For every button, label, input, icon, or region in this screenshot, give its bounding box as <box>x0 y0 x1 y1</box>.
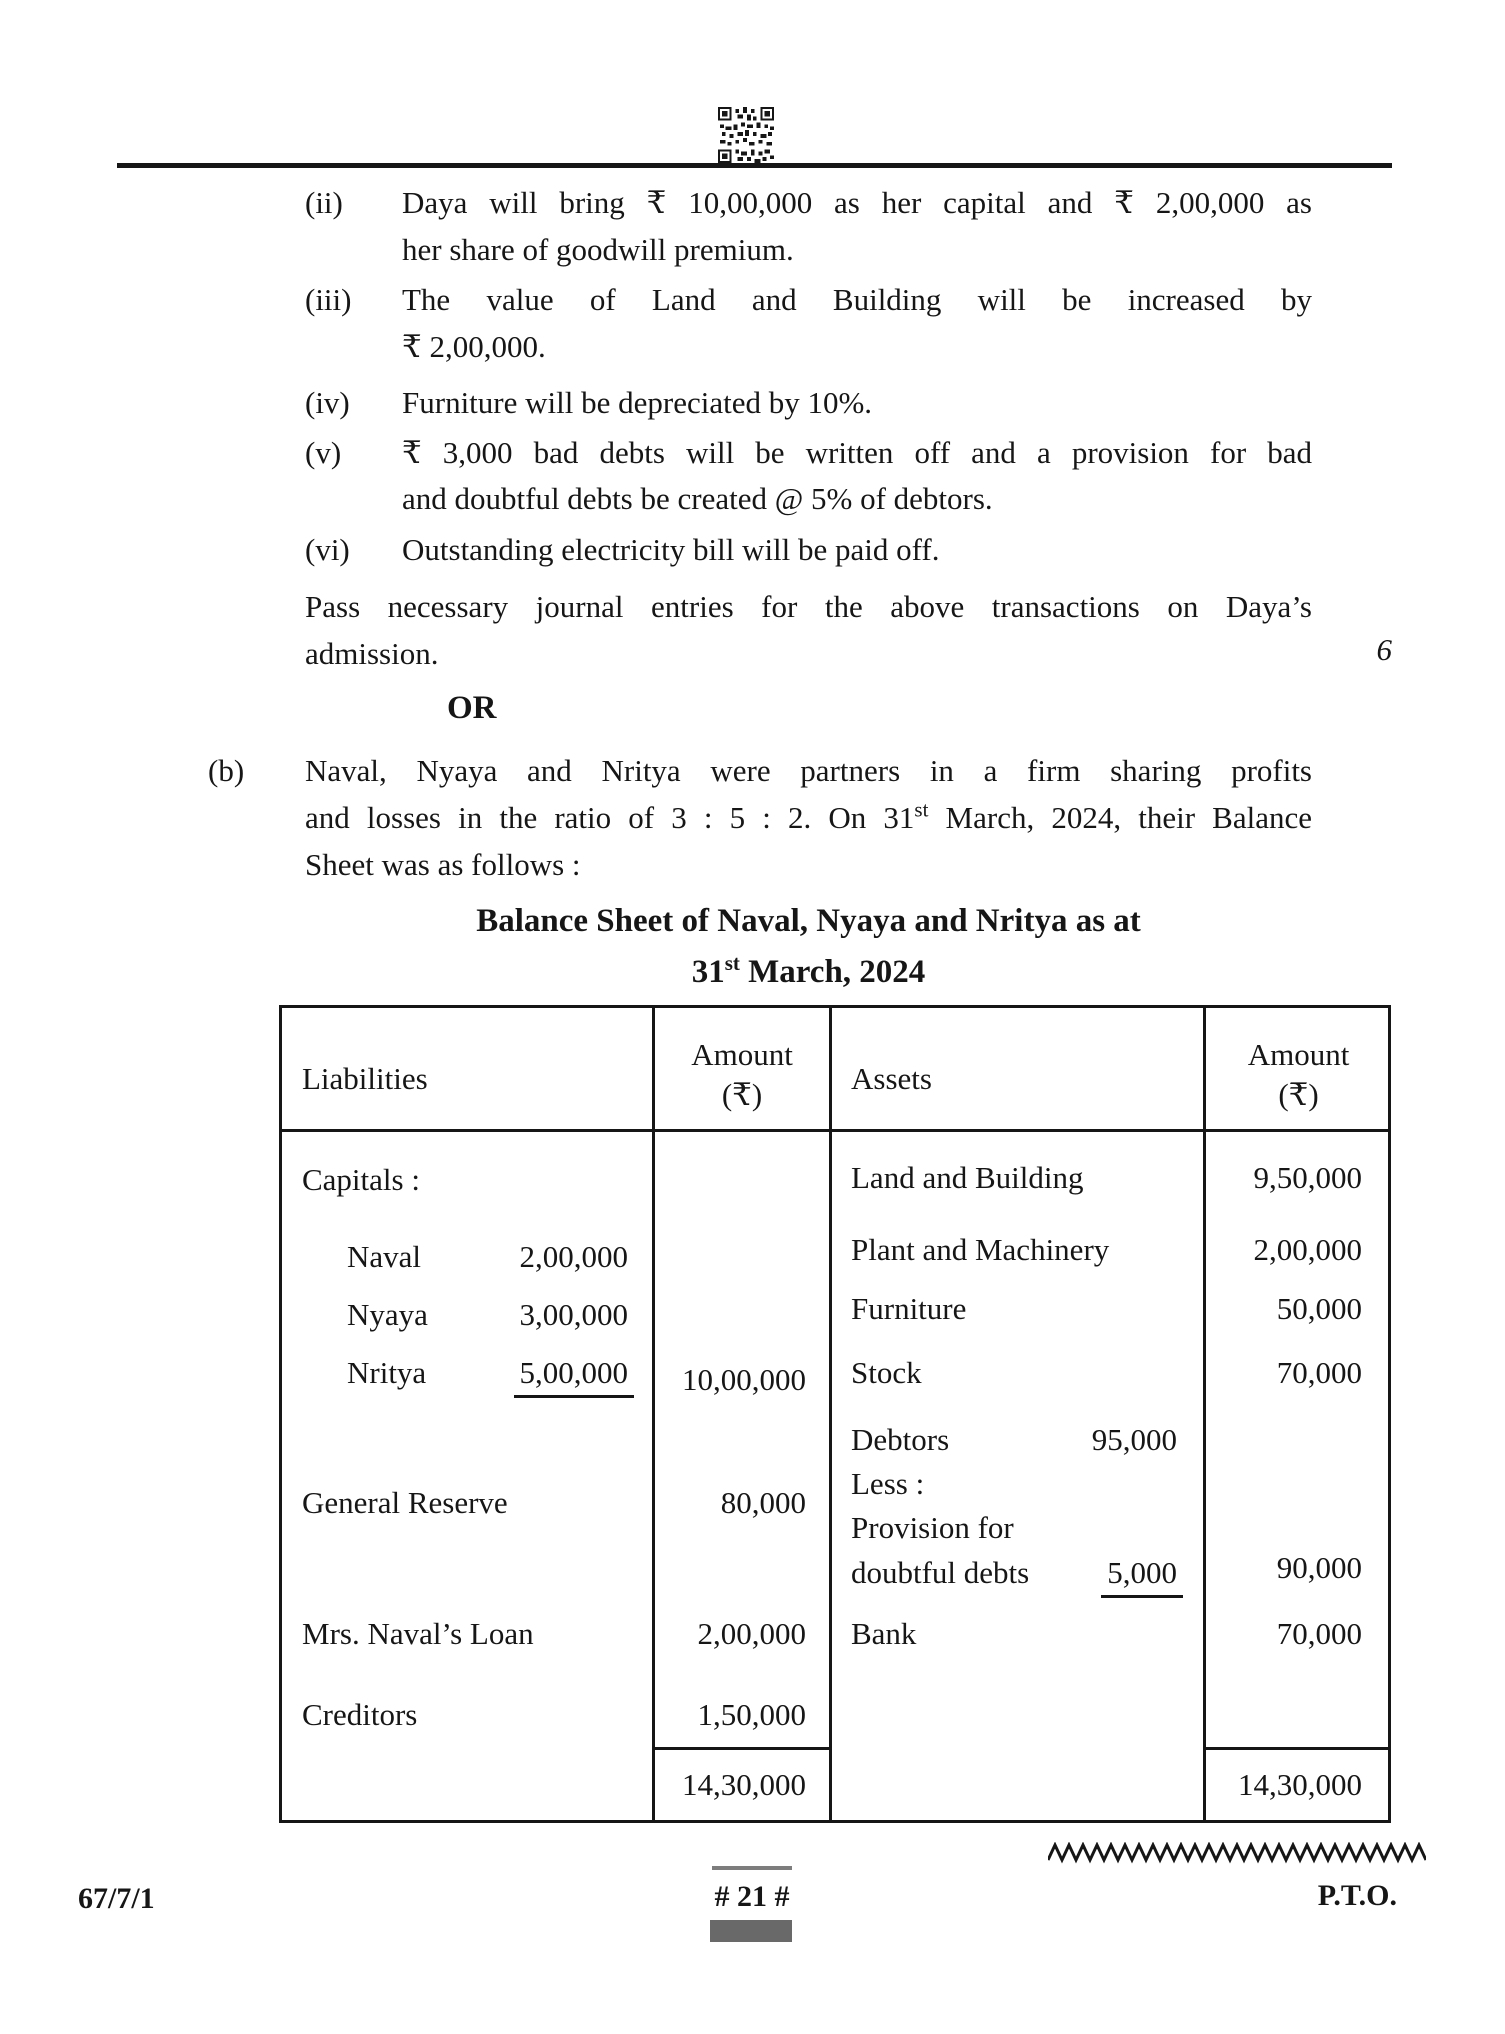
partner-name: Nyaya <box>347 1297 428 1332</box>
provision-label-line-2: doubtful debts <box>851 1555 1030 1590</box>
zigzag-svg <box>1048 1842 1426 1864</box>
part-b-line-3: Sheet was as follows : <box>305 847 581 882</box>
closing-line-1: Pass necessary journal entries for the above transactions on Daya’s <box>305 589 1312 624</box>
liabilities-total: 14,30,000 <box>682 1767 806 1802</box>
asset-label: Plant and Machinery <box>851 1232 1110 1267</box>
asset-amount: 9,50,000 <box>1253 1160 1362 1195</box>
partner-name: Nritya <box>347 1355 427 1390</box>
part-b-line-1: Naval, Nyaya and Nritya were partners in a firm sharing profits <box>305 753 1312 788</box>
qr-code-svg <box>718 107 774 163</box>
part-b-label: (b) <box>208 753 245 788</box>
item-vi-line-1: Outstanding electricity bill will be paid off. <box>402 532 940 567</box>
item-v-line-1: ₹ 3,000 bad debts will be written off and a provision for bad <box>402 435 1312 470</box>
partner-name: Naval <box>347 1239 422 1274</box>
asset-amount: 50,000 <box>1276 1291 1362 1326</box>
item-v-line-2: and doubtful debts be created @ 5% of debtors. <box>402 481 993 516</box>
page-marker-top-bar <box>712 1866 792 1870</box>
naval-loan-amount: 2,00,000 <box>697 1616 806 1651</box>
item-ii-line-1: Daya will bring ₹ 10,00,000 as her capital and ₹ 2,00,000 as <box>402 185 1312 220</box>
asset-label: Stock <box>851 1355 922 1390</box>
creditors-label: Creditors <box>302 1697 418 1732</box>
item-iii-label: (iii) <box>305 282 352 317</box>
provision-label-line-1: Provision for <box>851 1510 1014 1545</box>
item-v-label: (v) <box>305 435 342 470</box>
or-separator: OR <box>447 690 497 726</box>
provision-amount-underlined: 5,000 <box>1101 1554 1183 1592</box>
item-ii-label: (ii) <box>305 185 343 220</box>
general-reserve-label: General Reserve <box>302 1485 508 1520</box>
zigzag-divider <box>1048 1842 1426 1864</box>
liabilities-total-rule <box>652 1747 832 1750</box>
debtors-less-label: Less : <box>851 1466 925 1501</box>
column-header-liabilities: Liabilities <box>302 1061 428 1096</box>
assets-total: 14,30,000 <box>1238 1767 1362 1802</box>
liabilities-capitals-label: Capitals : <box>302 1162 420 1197</box>
debtors-net-amount: 90,000 <box>1276 1550 1362 1585</box>
paper-code: 67/7/1 <box>78 1882 155 1915</box>
qr-code-icon <box>718 107 774 163</box>
partner-capital: 2,00,000 <box>519 1239 628 1274</box>
partner-capital-underlined: 5,00,000 <box>514 1354 635 1392</box>
item-iv-label: (iv) <box>305 385 350 420</box>
column-header-rupee-right: (₹) <box>1278 1077 1319 1112</box>
table-header-rule <box>282 1129 1388 1132</box>
bank-label: Bank <box>851 1616 917 1651</box>
balance-sheet-title-line-2: 31st March, 2024 <box>691 951 926 990</box>
superscript-st: st <box>914 797 929 822</box>
creditors-amount: 1,50,000 <box>697 1697 806 1732</box>
page-marker: # 21 # <box>714 1880 790 1913</box>
debtors-gross-amount: 95,000 <box>1091 1422 1177 1457</box>
debtors-label: Debtors <box>851 1422 950 1457</box>
partner-capital: 3,00,000 <box>519 1297 628 1332</box>
closing-line-2: admission. <box>305 636 439 671</box>
asset-label: Furniture <box>851 1291 967 1326</box>
part-b-line-2: and losses in the ratio of 3 : 5 : 2. On 31st March, 2024, their Balance <box>305 797 1312 835</box>
bank-amount: 70,000 <box>1276 1616 1362 1651</box>
balance-sheet-table <box>279 1005 1391 1823</box>
page-marker-bottom-bar <box>710 1920 792 1942</box>
balance-sheet-title-line-1: Balance Sheet of Naval, Nyaya and Nritya as at <box>476 903 1141 939</box>
column-header-amount-left: Amount <box>691 1037 793 1072</box>
capitals-total-amount: 10,00,000 <box>682 1362 806 1397</box>
asset-amount: 70,000 <box>1276 1355 1362 1390</box>
pto-label: P.T.O. <box>1317 1879 1397 1912</box>
asset-label: Land and Building <box>851 1160 1084 1195</box>
top-rule <box>117 163 1392 168</box>
column-header-rupee-left: (₹) <box>721 1077 763 1112</box>
column-header-amount-right: Amount <box>1247 1037 1350 1072</box>
item-ii-line-2: her share of goodwill premium. <box>402 232 794 267</box>
item-iv-line-1: Furniture will be depreciated by 10%. <box>402 385 873 420</box>
naval-loan-label: Mrs. Naval’s Loan <box>302 1616 534 1651</box>
superscript-st: st <box>724 951 740 975</box>
asset-amount: 2,00,000 <box>1253 1232 1362 1267</box>
item-vi-label: (vi) <box>305 532 350 567</box>
item-iii-line-1: The value of Land and Building will be increased by <box>402 282 1312 317</box>
item-iii-line-2: ₹ 2,00,000. <box>402 329 546 364</box>
marks-value: 6 <box>1376 632 1392 667</box>
assets-total-rule <box>1203 1747 1388 1750</box>
column-header-assets: Assets <box>851 1061 932 1096</box>
general-reserve-amount: 80,000 <box>720 1485 806 1520</box>
